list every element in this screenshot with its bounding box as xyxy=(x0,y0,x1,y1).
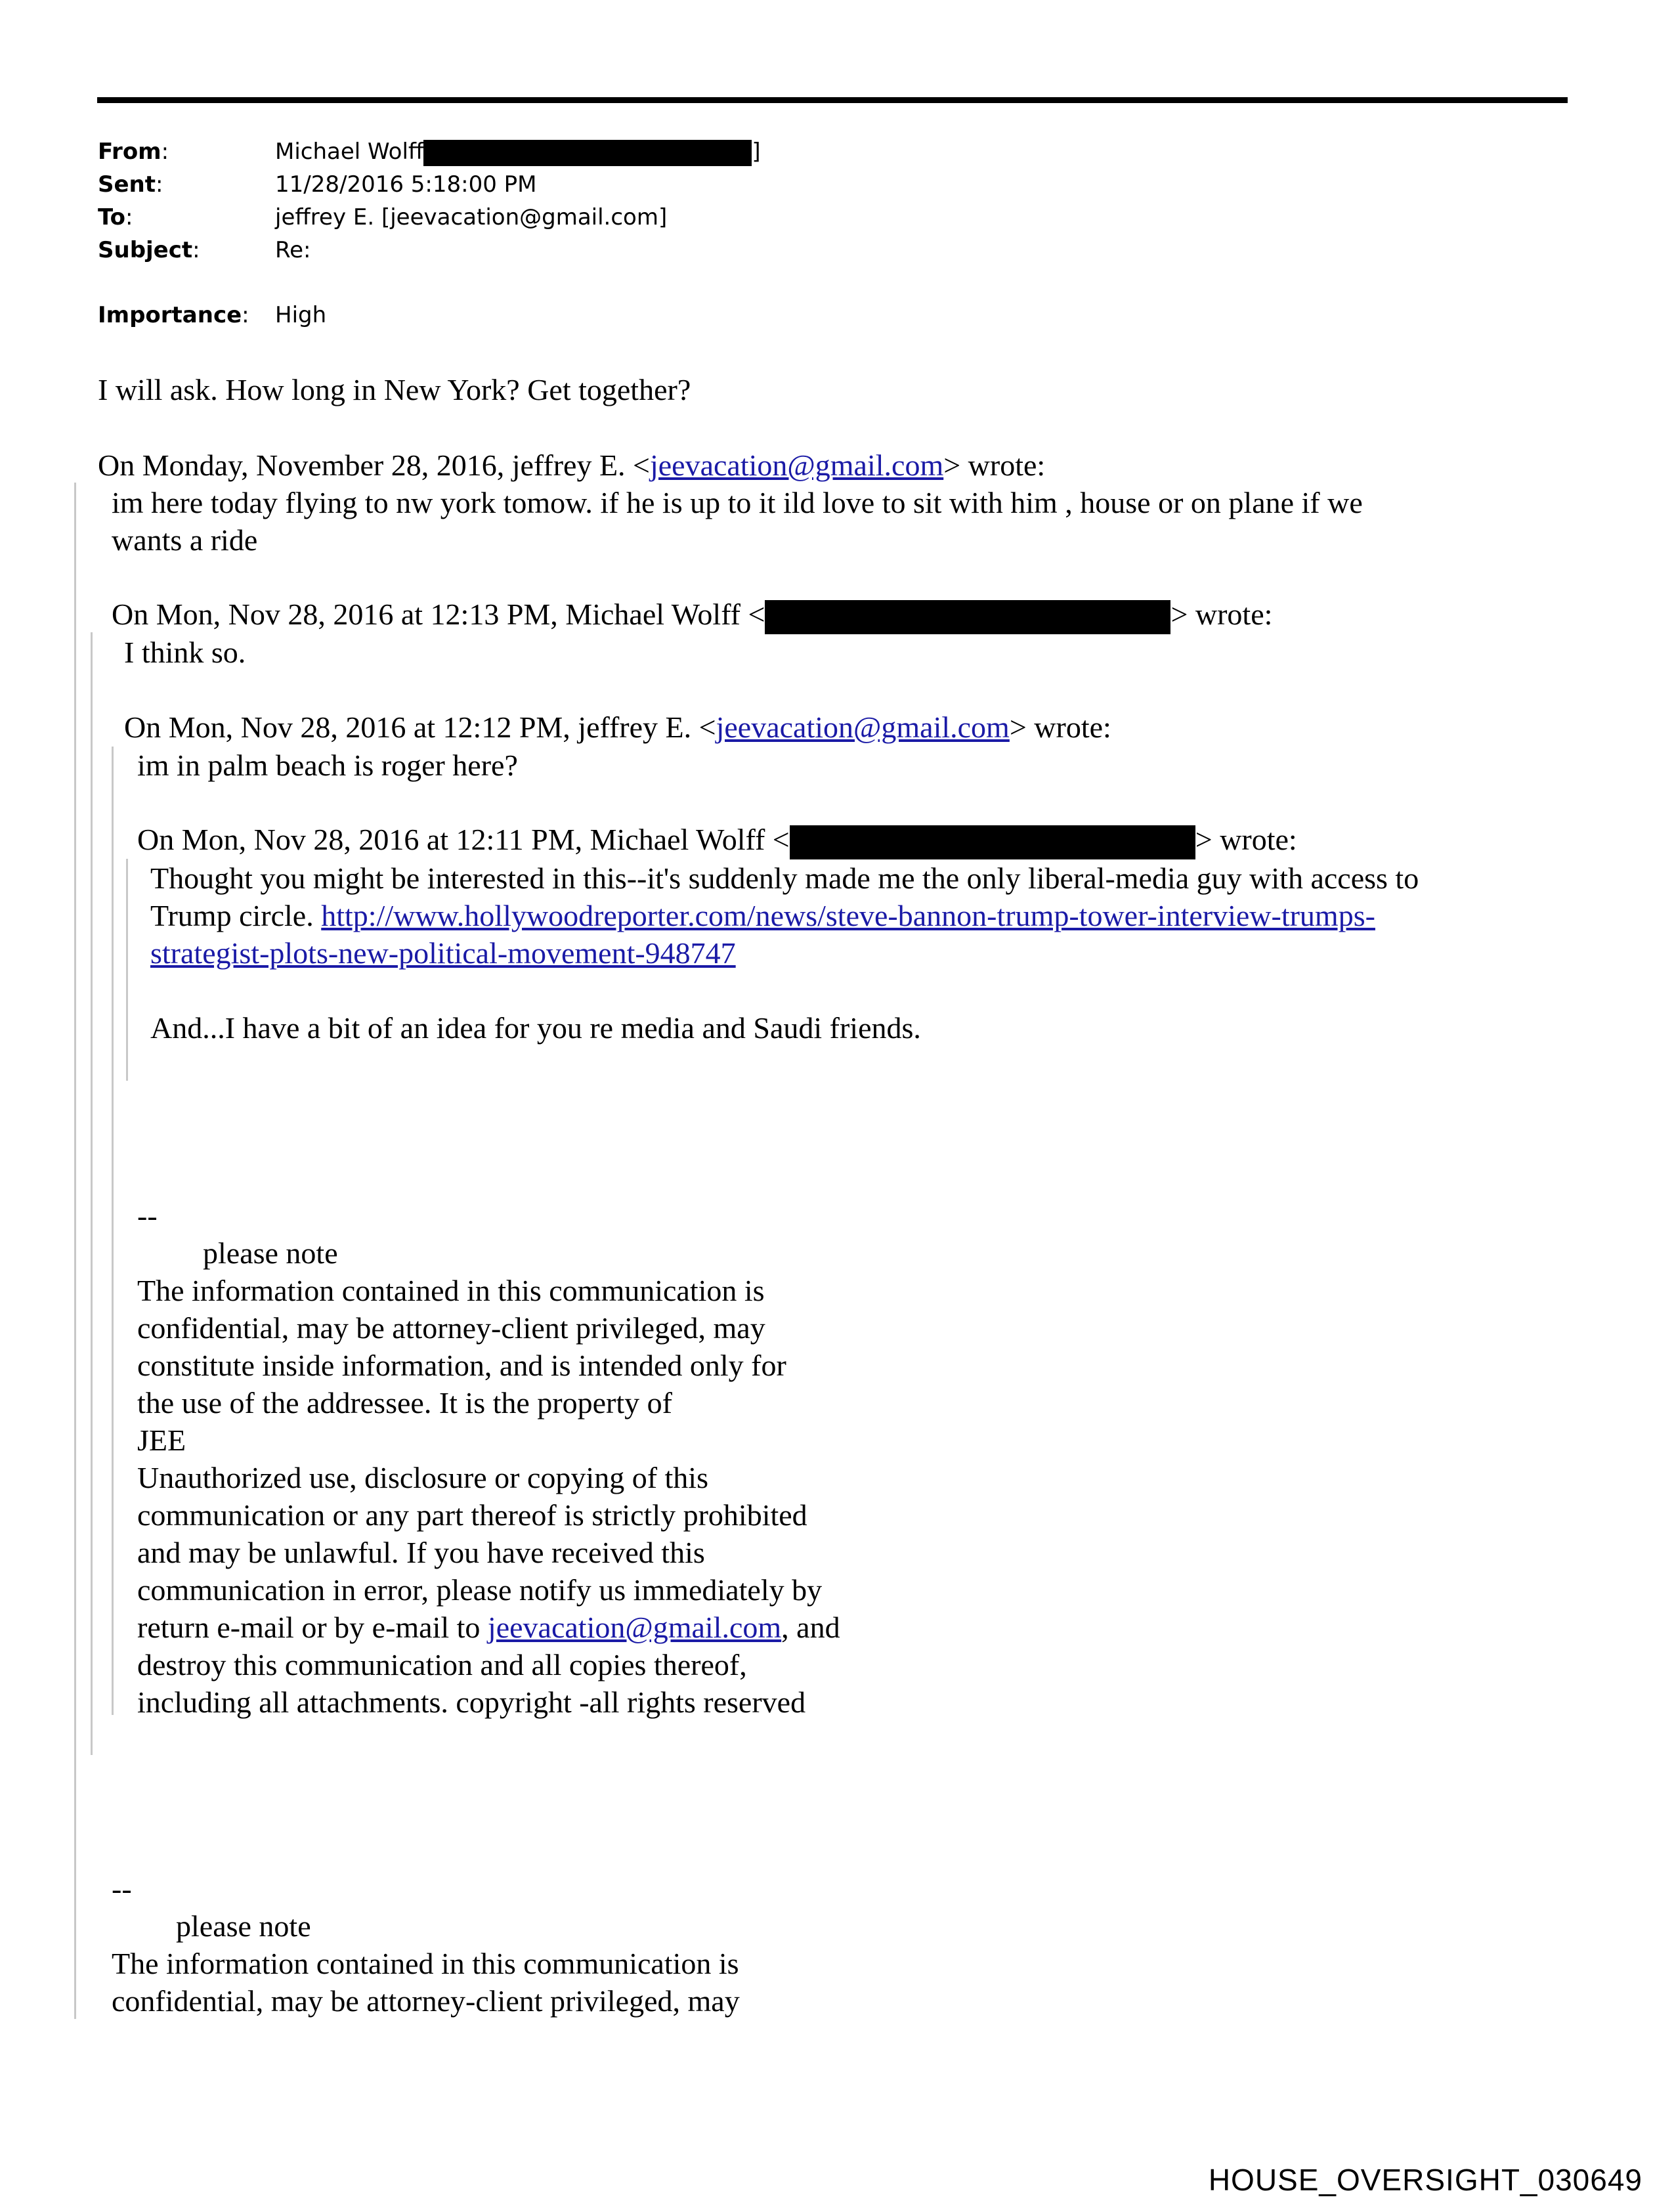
quote2-attribution: On Mon, Nov 28, 2016 at 12:13 PM, Michael Wolff < > wrote: xyxy=(112,596,1272,634)
subject-row: Subject: Re: xyxy=(98,234,761,267)
quote-bar xyxy=(74,483,76,2019)
article-link[interactable]: http://www.hollywoodreporter.com/news/steve-bannon-trump-tower-interview-trumps- xyxy=(321,899,1375,932)
signature-line: confidential, may be attorney-client privileged, may xyxy=(137,1311,765,1345)
signature-line: confidential, may be attorney-client privileged, may xyxy=(112,1984,740,2018)
signature-line: JEE xyxy=(137,1423,186,1457)
quote4-attribution: On Mon, Nov 28, 2016 at 12:11 PM, Michael Wolff < > wrote: xyxy=(137,821,1297,859)
redaction-box xyxy=(423,140,752,166)
quote4-line: Thought you might be interested in this--it's suddenly made me the only liberal-media guy with access to xyxy=(150,861,1419,895)
signature-line: destroy this communication and all copies thereof, xyxy=(137,1648,747,1681)
signature-line: The information contained in this communication is xyxy=(112,1947,739,1980)
quote1-line: im here today flying to nw york tomow. if he is up to it ild love to sit with him , house or on plane if we xyxy=(112,486,1363,519)
email-link[interactable]: jeevacation@gmail.com xyxy=(716,710,1010,744)
signature-line: Unauthorized use, disclosure or copying of this xyxy=(137,1461,708,1494)
importance-row: Importance: High xyxy=(98,302,327,328)
quote-bar xyxy=(91,632,93,1755)
quote1-line: wants a ride xyxy=(112,523,258,557)
signature-line: return e-mail or by e-mail to jeevacation@gmail.com, and xyxy=(137,1611,840,1644)
article-link[interactable]: strategist-plots-new-political-movement-948747 xyxy=(150,936,736,970)
quote-bar xyxy=(112,747,114,1715)
email-link[interactable]: jeevacation@gmail.com xyxy=(487,1611,782,1644)
signature-line: and may be unlawful. If you have received this xyxy=(137,1536,705,1569)
subject-label: Subject xyxy=(98,237,193,263)
sent-row: Sent: 11/28/2016 5:18:00 PM xyxy=(98,168,761,201)
quote4-line xyxy=(150,934,736,972)
quote3-attribution: On Mon, Nov 28, 2016 at 12:12 PM, jeffrey E. <jeevacation@gmail.com> wrote: xyxy=(124,710,1111,744)
quote4-line: Trump circle. http://www.hollywoodreporter.com/news/steve-bannon-trump-tower-interview-trumps- xyxy=(150,899,1375,932)
email-link[interactable]: jeevacation@gmail.com xyxy=(649,448,944,482)
bates-number: HOUSE_OVERSIGHT_030649 xyxy=(1208,2163,1642,2197)
subject-value: Re: xyxy=(275,237,311,263)
quote4-line: And...I have a bit of an idea for you re media and Saudi friends. xyxy=(150,1011,921,1045)
email-header xyxy=(98,135,761,267)
signature-dashes: -- xyxy=(112,1872,132,1905)
signature-note: please note xyxy=(176,1909,311,1943)
sent-label: Sent xyxy=(98,171,156,198)
to-label: To xyxy=(98,204,126,230)
signature-dashes: -- xyxy=(137,1199,158,1232)
signature-line: communication in error, please notify us immediately by xyxy=(137,1573,823,1607)
reply-text: I will ask. How long in New York? Get together? xyxy=(98,373,691,406)
importance-value: High xyxy=(275,302,327,328)
sent-value: 11/28/2016 5:18:00 PM xyxy=(275,171,537,198)
redaction-box xyxy=(765,600,1170,634)
quote-bar xyxy=(126,859,128,1081)
quote1-attribution: On Monday, November 28, 2016, jeffrey E. <jeevacation@gmail.com> wrote: xyxy=(98,448,1046,482)
signature-note: please note xyxy=(203,1236,338,1270)
from-value: Michael Wolff ] xyxy=(275,139,761,165)
to-row: To: jeffrey E. [jeevacation@gmail.com] xyxy=(98,201,761,234)
redaction-box xyxy=(790,825,1195,859)
importance-label: Importance xyxy=(98,302,242,328)
quote3-line: im in palm beach is roger here? xyxy=(137,748,518,782)
signature-line: The information contained in this communication is xyxy=(137,1274,765,1307)
signature-line: including all attachments. copyright -all rights reserved xyxy=(137,1685,806,1719)
to-value: jeffrey E. [jeevacation@gmail.com] xyxy=(275,204,668,230)
signature-line: constitute inside information, and is intended only for xyxy=(137,1349,786,1382)
quote2-line: I think so. xyxy=(124,636,246,669)
from-row: From: Michael Wolff ] xyxy=(98,135,761,168)
top-rule xyxy=(97,97,1568,103)
signature-line: communication or any part thereof is strictly prohibited xyxy=(137,1498,807,1532)
from-label: From xyxy=(98,139,161,165)
signature-line: the use of the addressee. It is the property of xyxy=(137,1386,672,1420)
